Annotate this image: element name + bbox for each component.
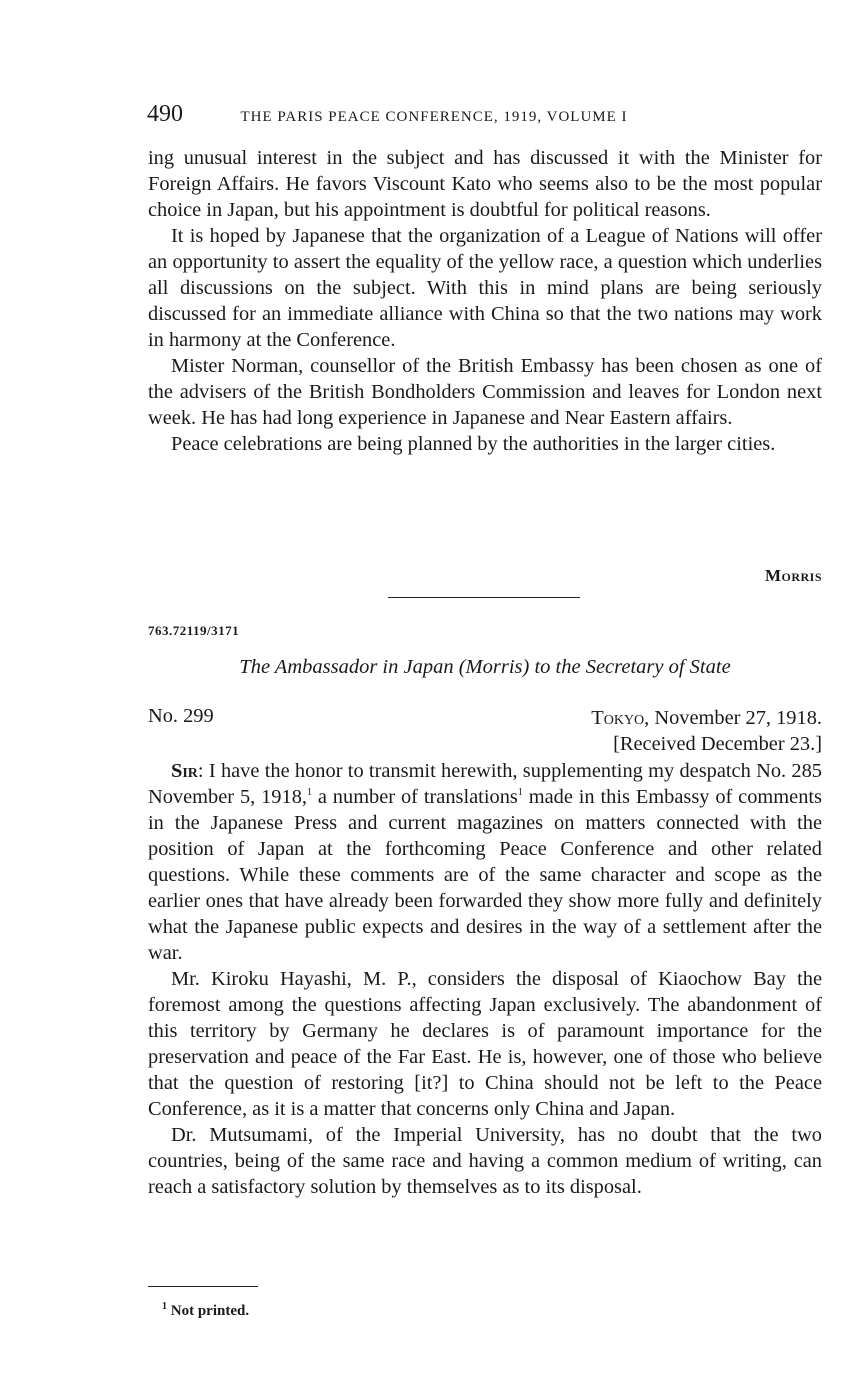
footnote-text: Not printed. — [170, 1303, 250, 1319]
received-date: [Received December 23.] — [613, 733, 822, 755]
paragraph: Dr. Mutsumami, of the Imperial University, has no doubt that the two countries, being of the same race and having a common medium of writing, can reach a satisfactory solution by themselves as to its disposal. — [148, 1124, 822, 1198]
top-section — [148, 145, 822, 457]
signature: Morris — [764, 566, 822, 585]
salutation: Sir — [171, 760, 198, 782]
footnote-number: 1 — [162, 1301, 167, 1312]
footnote-marker: 1 — [307, 787, 312, 799]
file-number: 763.72119/3171 — [148, 623, 240, 638]
paragraph: Mister Norman, counsellor of the British Embassy has been chosen as one of the advisers of the British Bondholders Commission and leaves for London next week. He has had long experience in Japanese and Near Eastern affairs. — [148, 355, 822, 429]
paragraph: It is hoped by Japanese that the organization of a League of Nations will offer an opportunity to assert the equality of the yellow race, a question which underlies all discussions on the subject. With this in mind plans are being seriously discussed for an immediate alliance with China so that the two nations may work in harmony at the Conference. — [148, 225, 822, 351]
footnote-marker: 1 — [517, 787, 523, 799]
paragraph: Peace celebrations are being planned by the authorities in the larger cities. — [171, 433, 776, 455]
paragraph: Mr. Kiroku Hayashi, M. P., considers the disposal of Kiaochow Bay the foremost among the questions affecting Japan exclusively. The abandonment of this territory by Germany he declares is of paramount importance for the preservation and peace of the Far East. He is, however, one of those who believe that the question of restoring [it?] to China should not be left to the Peace Conference, as it is a matter that concerns only China and Japan. — [148, 968, 822, 1120]
paragraph-text: made in this Embassy of comments in the Japanese Press and current magazines on matters connected with the position of Japan at the forthcoming Peace Conference and other related questions. While these comments are of the same character and scope as the earlier ones that have already been forwarded they show more fully and definitely what the Japanese public expects and desires in the way of a settlement after the war. — [148, 786, 822, 964]
despatch-number: No. 299 — [148, 705, 214, 727]
paragraph-text: : I have the honor to transmit herewith, supplementing my despatch No. 285 November 5, 1918, — [148, 760, 822, 808]
paragraph — [148, 758, 822, 966]
paragraph-continuation: ing unusual interest in the subject and has discussed it with the Minister for Foreign Affairs. He favors Viscount Kato who seems also to be the most popular choice in Japan, but his appointment is doubtful for political reasons. — [148, 147, 822, 221]
page-header — [147, 101, 827, 130]
page-number: 490 — [147, 101, 183, 127]
section-divider — [388, 597, 580, 598]
letter-body — [148, 758, 822, 1200]
footnote — [162, 1303, 249, 1320]
place: Tokyo — [591, 707, 645, 729]
dateline — [591, 705, 822, 757]
footnote-rule — [148, 1286, 258, 1287]
paragraph-text: a number of translations — [312, 786, 518, 808]
running-title: THE PARIS PEACE CONFERENCE, 1919, VOLUME I — [240, 109, 628, 125]
document-title: The Ambassador in Japan (Morris) to the Secretary of State — [239, 656, 731, 678]
date: , November 27, 1918. — [644, 707, 822, 729]
